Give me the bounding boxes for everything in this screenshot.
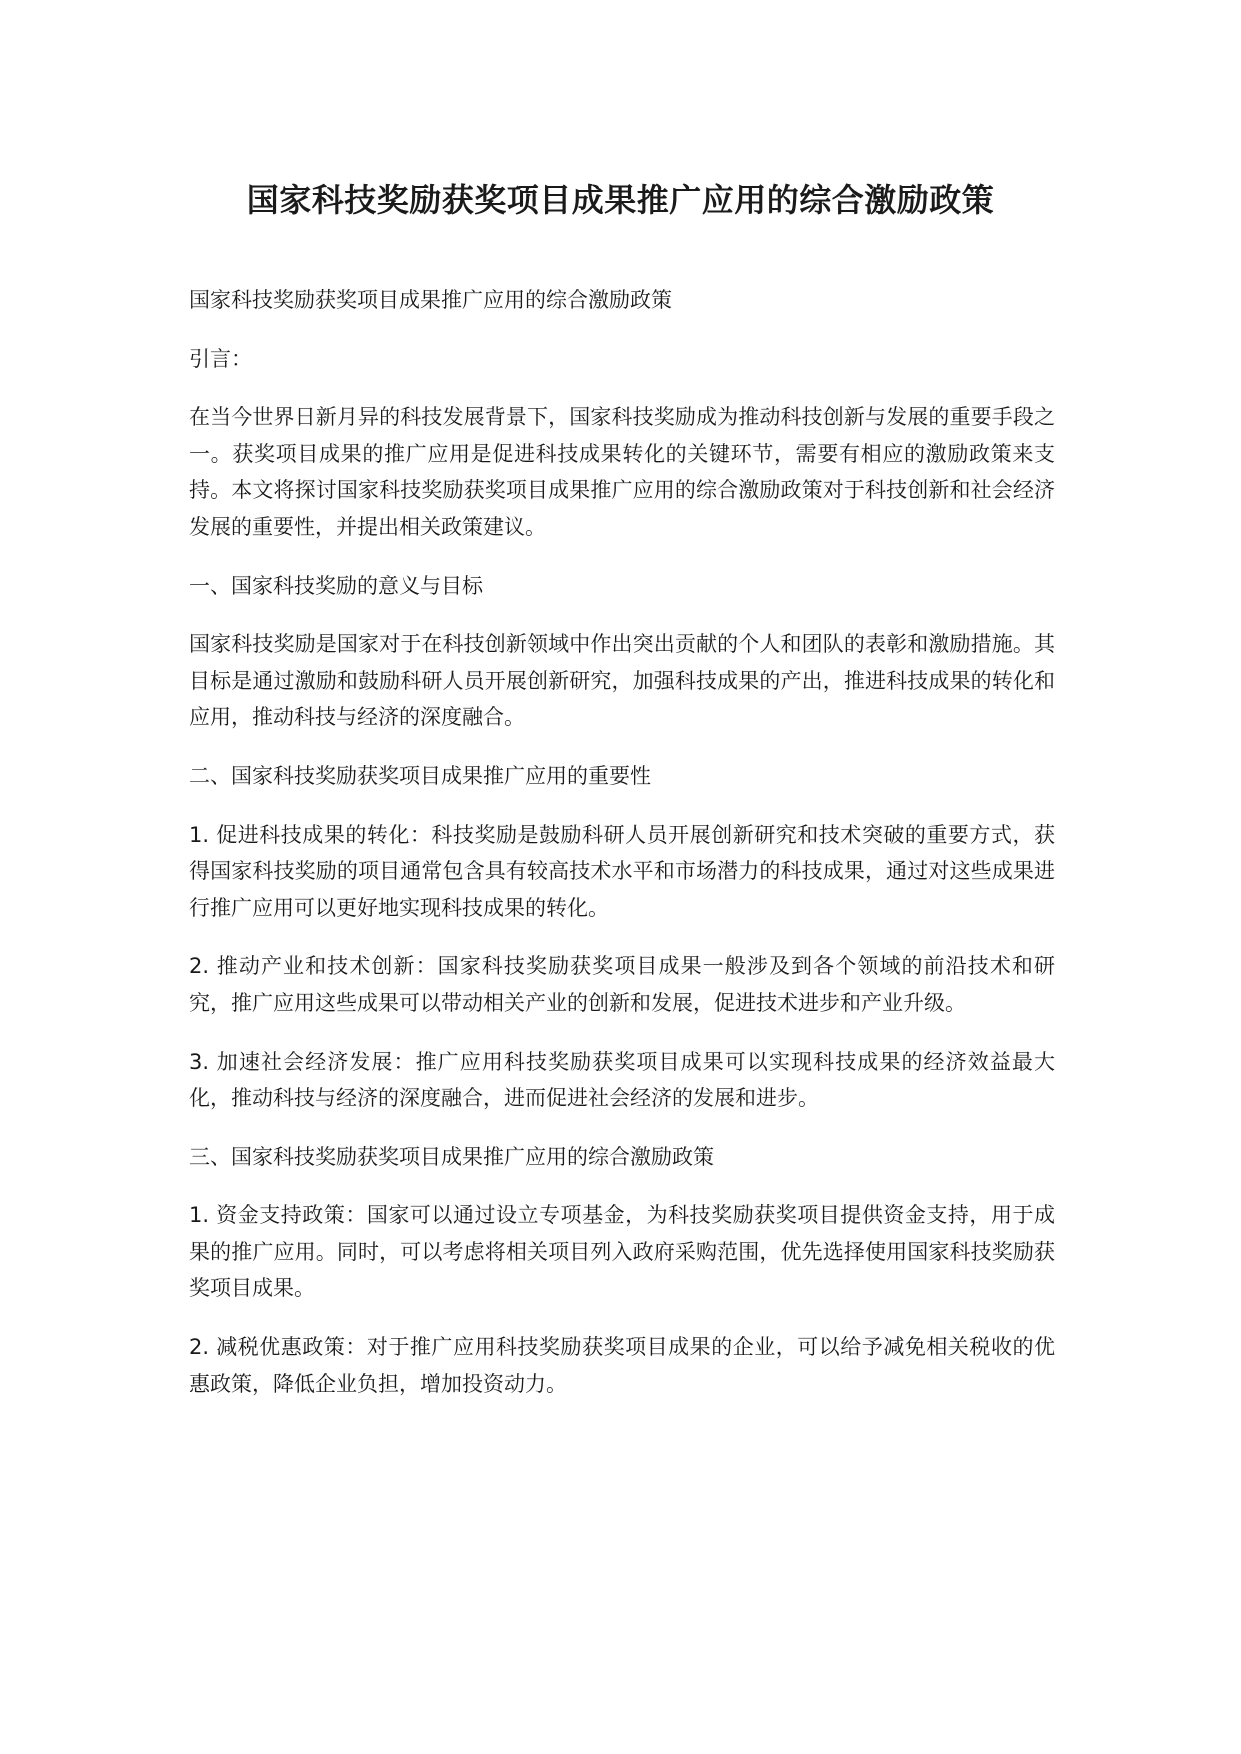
paragraph-intro-label: 引言： [189,346,252,371]
paragraph-section-1: 国家科技奖励是国家对于在科技创新领域中作出突出贡献的个人和团队的表彰和激励措施。其目标是通过激励和鼓励科研人员开展创新研究，加强科技成果的产出，推进科技成果的转化和应用，推动科技与经济的深度融合。 [189,632,1055,730]
list-item-2-2: 2. 推动产业和技术创新：国家科技奖励获奖项目成果一般涉及到各个领域的前沿技术和研究，推广应用这些成果可以带动相关产业的创新和发展，促进技术进步和产业升级。 [189,954,1055,1015]
list-item-2-1: 1. 促进科技成果的转化：科技奖励是鼓励科研人员开展创新研究和技术突破的重要方式，获得国家科技奖励的项目通常包含具有较高技术水平和市场潜力的科技成果，通过对这些成果进行推广应用可以更好地实现科技成果的转化。 [189,822,1055,920]
paragraph-subtitle: 国家科技奖励获奖项目成果推广应用的综合激励政策 [189,288,672,312]
list-item-3-2: 2. 减税优惠政策：对于推广应用科技奖励获奖项目成果的企业，可以给予减免相关税收的优惠政策，降低企业负担，增加投资动力。 [189,1335,1055,1396]
document-body [189,282,1055,1424]
paragraph-intro: 在当今世界日新月异的科技发展背景下，国家科技奖励成为推动科技创新与发展的重要手段之一。获奖项目成果的推广应用是促进科技成果转化的关键环节，需要有相应的激励政策来支持。本文将探讨国家科技奖励获奖项目成果推广应用的综合激励政策对于科技创新和社会经济发展的重要性，并提出相关政策建议。 [189,405,1055,539]
list-item-3-1: 1. 资金支持政策：国家可以通过设立专项基金，为科技奖励获奖项目提供资金支持，用于成果的推广应用。同时，可以考虑将相关项目列入政府采购范围，优先选择使用国家科技奖励获奖项目成果。 [189,1203,1055,1301]
document-title: 国家科技奖励获奖项目成果推广应用的综合激励政策 [246,181,995,219]
section-heading-1: 一、国家科技奖励的意义与目标 [189,573,483,598]
section-heading-3: 三、国家科技奖励获奖项目成果推广应用的综合激励政策 [189,1144,714,1169]
section-heading-2: 二、国家科技奖励获奖项目成果推广应用的重要性 [189,763,651,788]
list-item-2-3: 3. 加速社会经济发展：推广应用科技奖励获奖项目成果可以实现科技成果的经济效益最大化，推动科技与经济的深度融合，进而促进社会经济的发展和进步。 [189,1049,1055,1111]
